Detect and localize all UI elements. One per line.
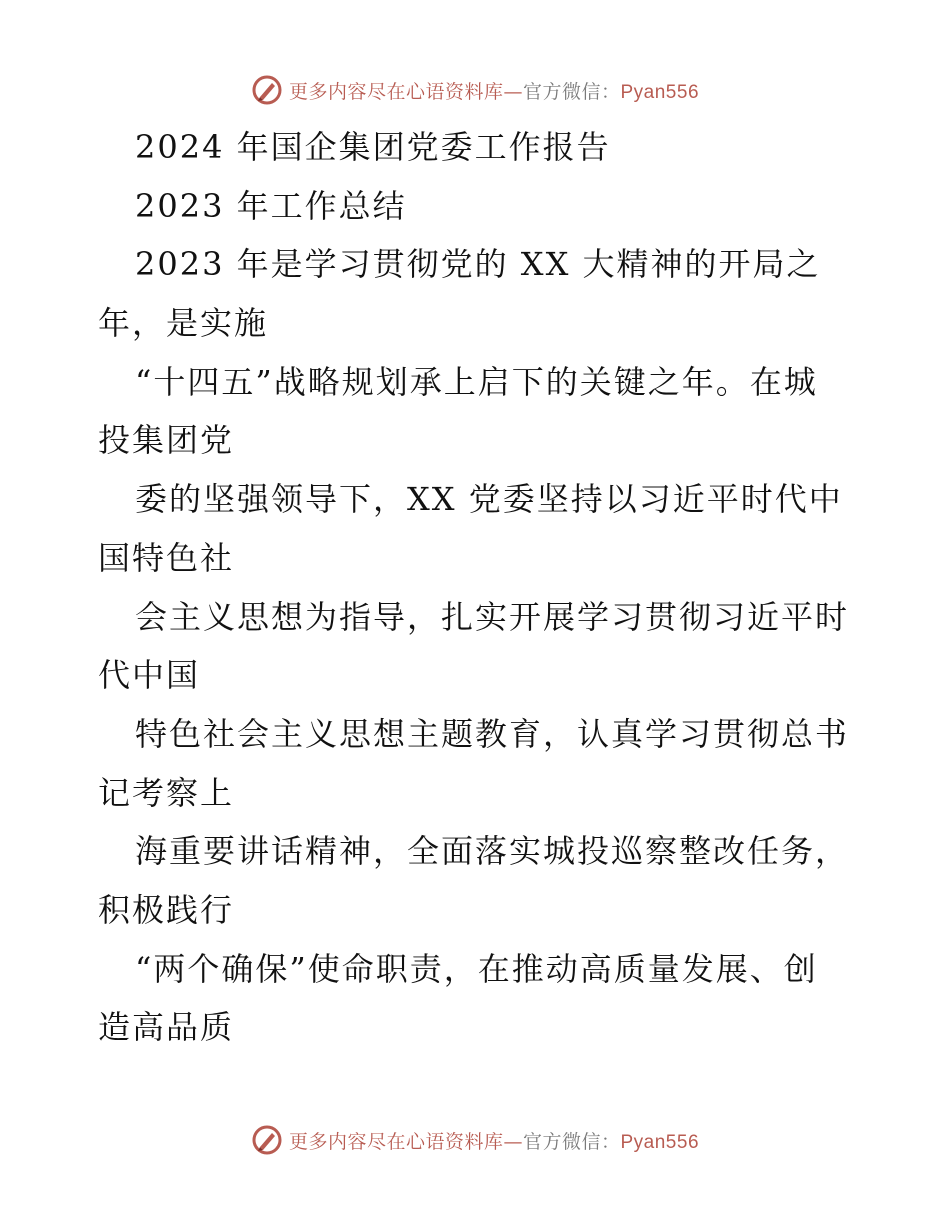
watermark-brand: 更多内容尽在心语资料库: [288, 80, 504, 103]
watermark-brand: 更多内容尽在心语资料库: [288, 1130, 504, 1153]
text-line: 2024 年国企集团党委工作报告: [135, 128, 611, 166]
text-line: 海重要讲话精神，全面落实城投巡察整改任务，: [135, 832, 850, 871]
text-line: 积极践行: [98, 890, 235, 929]
text-line: 记考察上: [98, 773, 235, 812]
footer-watermark: [0, 1120, 950, 1160]
watermark-id: Pyan556: [620, 1131, 700, 1153]
text-line: 造高品质: [98, 1008, 235, 1047]
text-line: “两个确保”使命职责，在推动高质量发展、创: [135, 949, 818, 988]
text-line: 2023 年工作总结: [135, 186, 407, 225]
document-body: [98, 118, 858, 1057]
watermark-dash: —: [503, 1130, 523, 1153]
text-line: 国特色社: [98, 538, 235, 577]
text-line: “十四五”战略规划承上启下的关键之年。在城: [135, 362, 818, 401]
watermark-label: 官方微信：: [522, 1130, 621, 1153]
text-line: 特色社会主义思想主题教育，认真学习贯彻总书: [135, 714, 850, 753]
text-line: 年，是实施: [98, 304, 269, 343]
pen-logo-icon: [251, 74, 283, 106]
text-line: 会主义思想为指导，扎实开展学习贯彻习近平时: [135, 597, 850, 636]
watermark-dash: —: [503, 80, 523, 103]
text-line: 投集团党: [98, 421, 235, 460]
text-line: 代中国: [98, 656, 201, 695]
text-line: 2023 年是学习贯彻党的 XX 大精神的开局之: [135, 245, 821, 284]
watermark-label: 官方微信：: [522, 80, 621, 103]
text-line: 委的坚强领导下，XX 党委坚持以习近平时代中: [135, 480, 843, 519]
header-watermark: [0, 70, 950, 110]
watermark-id: Pyan556: [620, 81, 700, 103]
pen-logo-icon: [251, 1124, 283, 1156]
